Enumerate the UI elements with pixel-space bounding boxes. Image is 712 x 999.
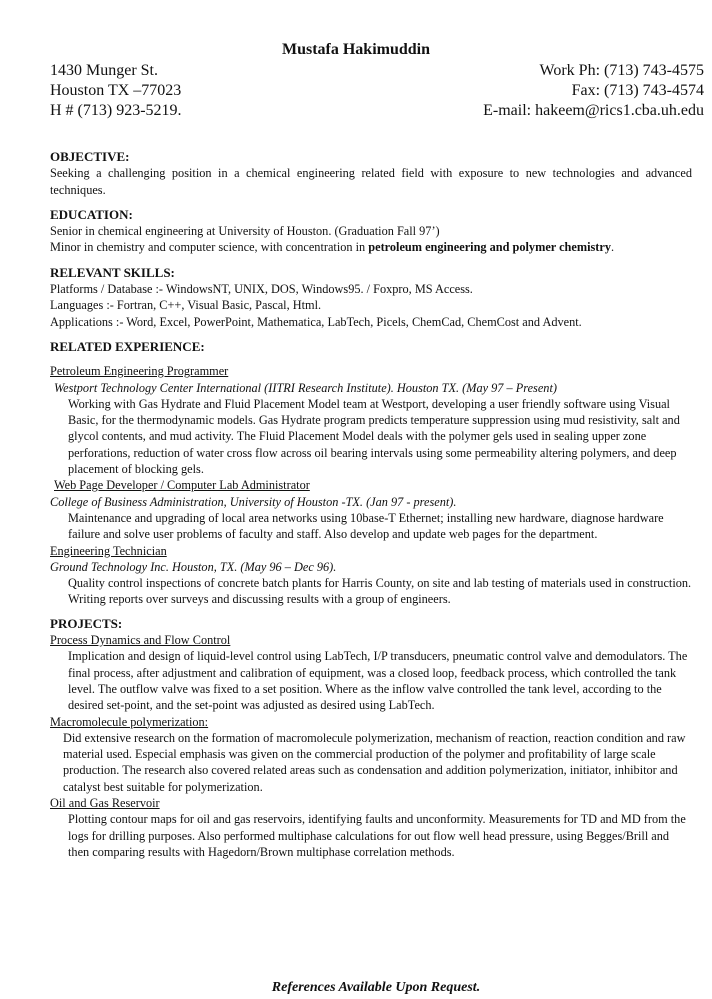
job-entry bbox=[50, 477, 692, 542]
project-entry bbox=[50, 632, 692, 713]
project-title: Macromolecule polymerization: bbox=[50, 714, 209, 729]
education-heading: EDUCATION: bbox=[50, 206, 133, 222]
education-line-2-text: Minor in chemistry and computer science, with concentration in bbox=[50, 240, 369, 255]
project-title: Oil and Gas Reservoir bbox=[50, 795, 160, 810]
project-title: Process Dynamics and Flow Control bbox=[50, 633, 231, 648]
skills-applications: Applications :- Word, Excel, PowerPoint, Mathematica, LabTech, Picels, ChemCad, ChemCost and Advent. bbox=[50, 314, 582, 329]
experience-section bbox=[50, 339, 692, 608]
objective-text: Seeking a challenging position in a chemical engineering related field with exposure to new technologies and advanced techniques. bbox=[50, 166, 692, 197]
references-note: References Available Upon Request. bbox=[271, 980, 481, 995]
education-concentration: petroleum engineering and polymer chemistry bbox=[368, 240, 611, 255]
education-section bbox=[50, 207, 692, 256]
skills-languages: Languages :- Fortran, C++, Visual Basic, Pascal, Html. bbox=[50, 298, 322, 313]
job-title: Engineering Technician bbox=[50, 543, 167, 558]
skills-heading: RELEVANT SKILLS: bbox=[50, 264, 175, 280]
resume-body bbox=[50, 149, 692, 869]
projects-section bbox=[50, 616, 692, 860]
email-address: E-mail: hakeem@rics1.cba.uh.edu bbox=[483, 102, 704, 119]
job-organization: Westport Technology Center International (IITRI Research Institute). Houston TX. (May 97 – Present) bbox=[54, 380, 557, 395]
contact-right bbox=[483, 61, 704, 121]
job-organization: College of Business Administration, University of Houston -TX. (Jan 97 - present). bbox=[50, 494, 457, 509]
contact-left bbox=[50, 61, 182, 121]
objective-heading: OBJECTIVE: bbox=[50, 149, 130, 164]
job-description: Maintenance and upgrading of local area networks using 10base-T Ethernet; installing new hardware, diagnose hardware failure and solve user problems of faculty and staff. Also develop and update web pages for the department. bbox=[68, 510, 664, 542]
job-entry bbox=[50, 543, 692, 608]
home-phone: H # (713) 923-5219. bbox=[50, 102, 182, 119]
skills-section bbox=[50, 265, 692, 330]
address-line-1: 1430 Munger St. bbox=[50, 62, 158, 79]
objective-section bbox=[50, 149, 692, 198]
project-description: Did extensive research on the formation of macromolecule polymerization, mechanism of reaction, reaction condition and raw material used. Especial emphasis was given on the commercial production of the polymer and profitability of large scale production. The research also covered related areas such as condensation and addition polymerization, initiator, inhibitor and catalyst best suitable for polymerization. bbox=[63, 730, 686, 794]
education-line-1: Senior in chemical engineering at University of Houston. (Graduation Fall 97’) bbox=[50, 224, 440, 239]
project-entry bbox=[50, 714, 692, 795]
projects-heading: PROJECTS: bbox=[50, 615, 123, 631]
fax-number: Fax: (713) 743-4574 bbox=[571, 82, 704, 99]
job-organization: Ground Technology Inc. Houston, TX. (May 96 – Dec 96). bbox=[50, 559, 337, 574]
job-description: Quality control inspections of concrete batch plants for Harris County, on site and lab testing of materials used in construction. Writing reports over surveys and discussing results with a group of engineers. bbox=[68, 576, 692, 607]
job-entry bbox=[50, 363, 692, 477]
education-line-2 bbox=[50, 239, 692, 255]
project-entry bbox=[50, 795, 692, 860]
job-title: Web Page Developer / Computer Lab Administrator bbox=[54, 478, 310, 493]
experience-heading: RELATED EXPERIENCE: bbox=[50, 338, 205, 354]
skills-platforms: Platforms / Database :- WindowsNT, UNIX, DOS, Windows95. / Foxpro, MS Access. bbox=[50, 282, 473, 297]
project-description: Plotting contour maps for oil and gas reservoirs, identifying faults and unconformity. Measurements for TD and MD from the logs for drilling purposes. Also performed multiphase calculations for out flow well head pressure, using Begges/Brill and then comparing results with Hagedorn/Brown multiphase correlation methods. bbox=[68, 812, 686, 859]
work-phone: Work Ph: (713) 743-4575 bbox=[539, 62, 704, 79]
resume-name: Mustafa Hakimuddin bbox=[281, 41, 431, 58]
education-line-2-end: . bbox=[611, 240, 615, 255]
project-description: Implication and design of liquid-level control using LabTech, I/P transducers, pneumatic control valve and demodulators. The final process, after adjustment and calibration of equipment, was a closed loop, feedback process, which controlled the tank level. The outflow valve was fixed to a set position. Where as the inflow valve controlled the tank level, according to the desired set-point, and the set-point was adjusted as desired using LabTech. bbox=[68, 649, 688, 713]
job-title: Petroleum Engineering Programmer bbox=[50, 364, 229, 379]
job-description: Working with Gas Hydrate and Fluid Placement Model team at Westport, developing a user friendly software using Visual Basic, for the thermodynamic models. Gas Hydrate program predicts temperature suppression using mud resistivity, salt and glycol contents, and mud activity. The Fluid Placement Model deals with the polymer gels used in sealing upper zone perforations, reduction of water cross flow across oil bearing intervals using some permeability altering polymers, and deep placement of blocking gels. bbox=[68, 396, 680, 477]
address-line-2: Houston TX –77023 bbox=[50, 82, 182, 99]
